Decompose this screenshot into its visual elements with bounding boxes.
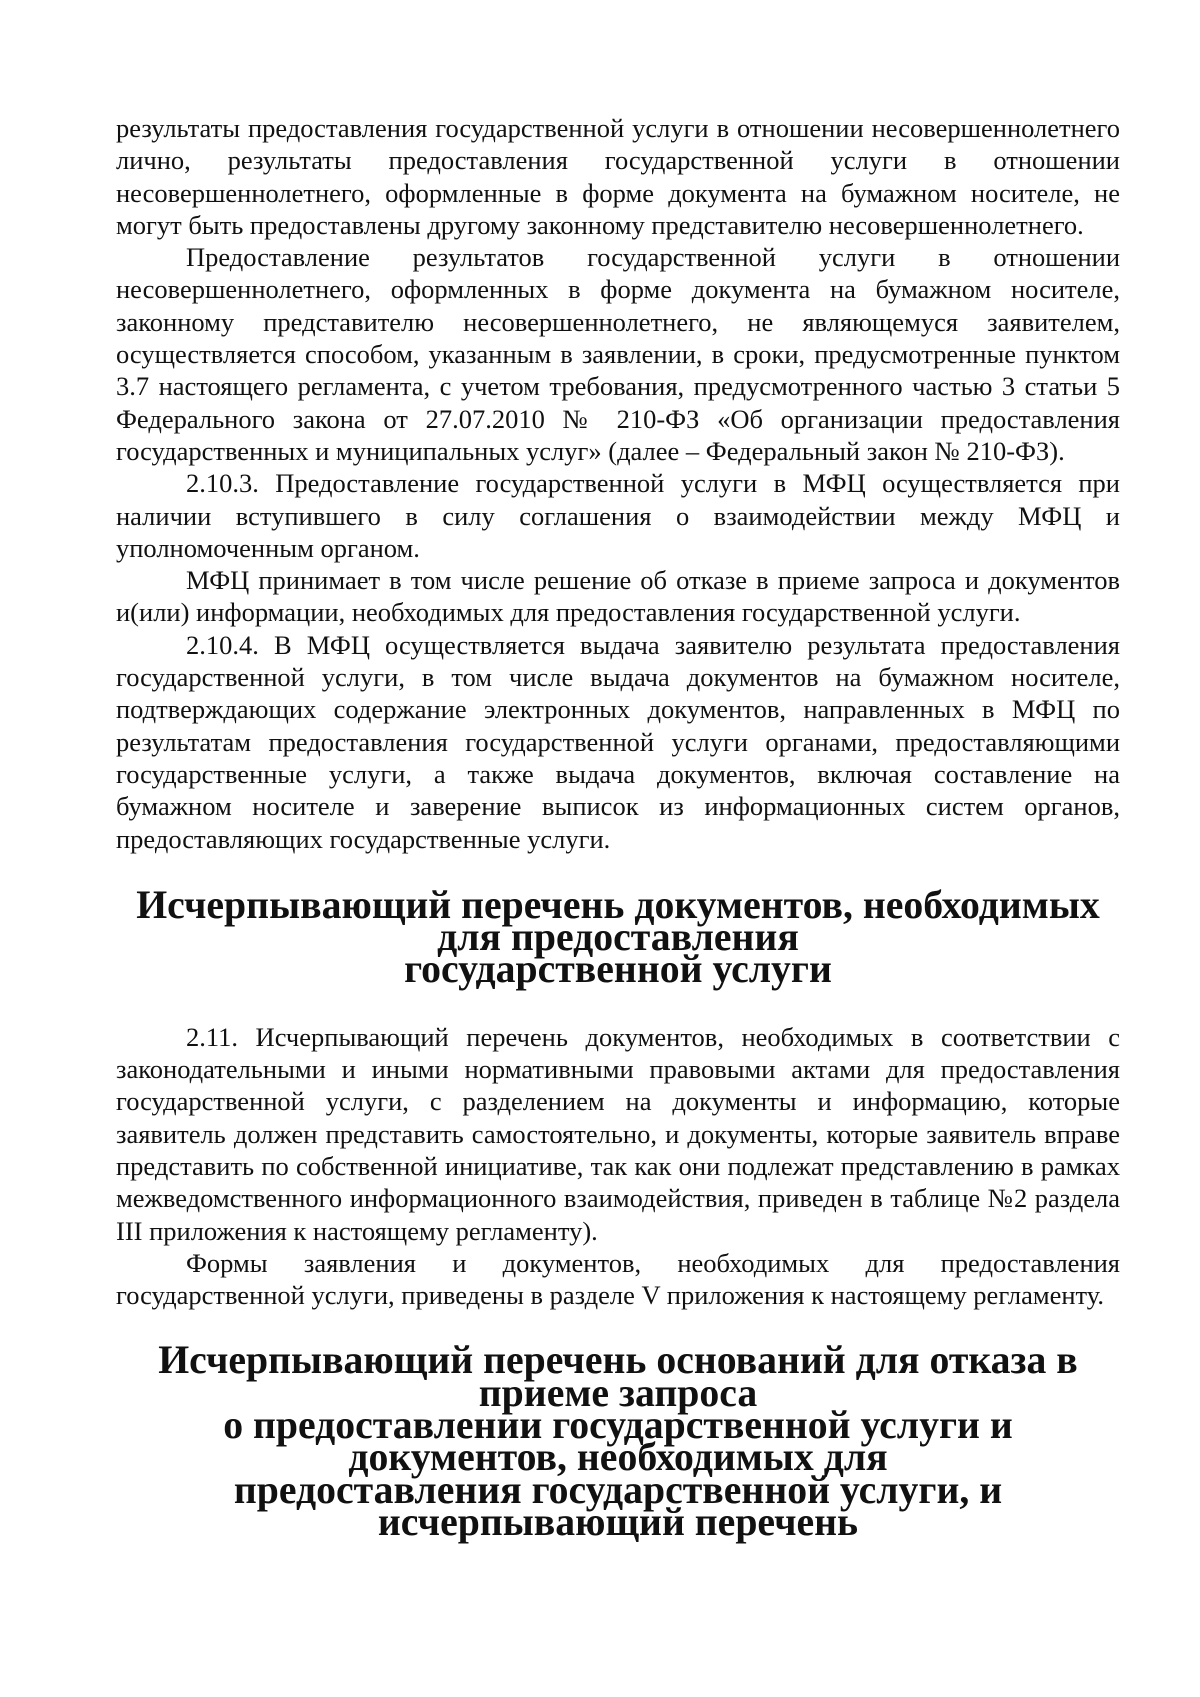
paragraph-forms: Формы заявления и документов, необходимых для предоставления государственной услуги, приведены в разделе V приложения к настоящему регламенту.: [116, 1247, 1120, 1311]
section-heading-documents: [116, 882, 1120, 992]
paragraph-2-11: 2.11. Исчерпывающий перечень документов, необходимых в соответствии с законодательными и иными нормативными правовыми актами для предоставления государственной услуги, с разделением на документы и информацию, которые заявитель должен представить самостоятельно, и документы, которые заявитель вправе представить по собственной инициативе, так как они подлежат представлению в рамках межведомственного информационного взаимодействия, приведен в таблице №2 раздела III приложения к настоящему регламенту).: [116, 1021, 1120, 1246]
paragraph-minor-results: результаты предоставления государственной услуги в отношении несовершеннолетнего лично, результаты предоставления государственной услуги в отношении несовершеннолетнего, оформленные в форме документа на бумажном носителе, не могут быть предоставлены другому законному представителю несовершеннолетнего.: [116, 113, 1120, 240]
section-heading-refusal-grounds: [116, 1338, 1120, 1544]
heading-line: предоставления государственной услуги, и исчерпывающий перечень: [233, 1467, 1003, 1544]
heading-line: Исчерпывающий перечень оснований для отказа в приеме запроса: [158, 1338, 1078, 1415]
heading-line: о предоставлении государственной услуги и документов, необходимых для: [223, 1402, 1013, 1480]
paragraph-mfc-refusal: МФЦ принимает в том числе решение об отказе в приеме запроса и документов и(или) информации, необходимых для предоставления государственной услуги.: [116, 565, 1120, 628]
heading-line: Исчерпывающий перечень документов, необходимых для предоставления: [136, 882, 1100, 960]
paragraph-2-10-4: 2.10.4. В МФЦ осуществляется выдача заявителю результата предоставления государственной услуги, в том числе выдача документов на бумажном носителе, подтверждающих содержание электронных документов, направленных в МФЦ по результатам предоставления государственной услуги органами, предоставляющими государственные услуги, а также выдача документов, включая составление на бумажном носителе и заверение выписок из информационных систем органов, предоставляющих государственные услуги.: [116, 629, 1120, 854]
document-page: [116, 112, 1120, 1544]
paragraph-results-delivery: Предоставление результатов государственной услуги в отношении несовершеннолетнего, оформленных в форме документа на бумажном носителе, законному представителю несовершеннолетнего, не являющемуся заявителем, осуществляется способом, указанным в заявлении, в сроки, предусмотренные пунктом 3.7 настоящего регламента, с учетом требования, предусмотренного частью 3 статьи 5 Федерального закона от 27.07.2010 № 210-ФЗ «Об организации предоставления государственных и муниципальных услуг» (далее – Федеральный закон № 210-ФЗ).: [116, 242, 1120, 466]
heading-line: государственной услуги: [404, 947, 832, 992]
paragraph-2-10-3: 2.10.3. Предоставление государственной услуги в МФЦ осуществляется при наличии вступившего в силу соглашения о взаимодействии между МФЦ и уполномоченным органом.: [116, 468, 1120, 563]
